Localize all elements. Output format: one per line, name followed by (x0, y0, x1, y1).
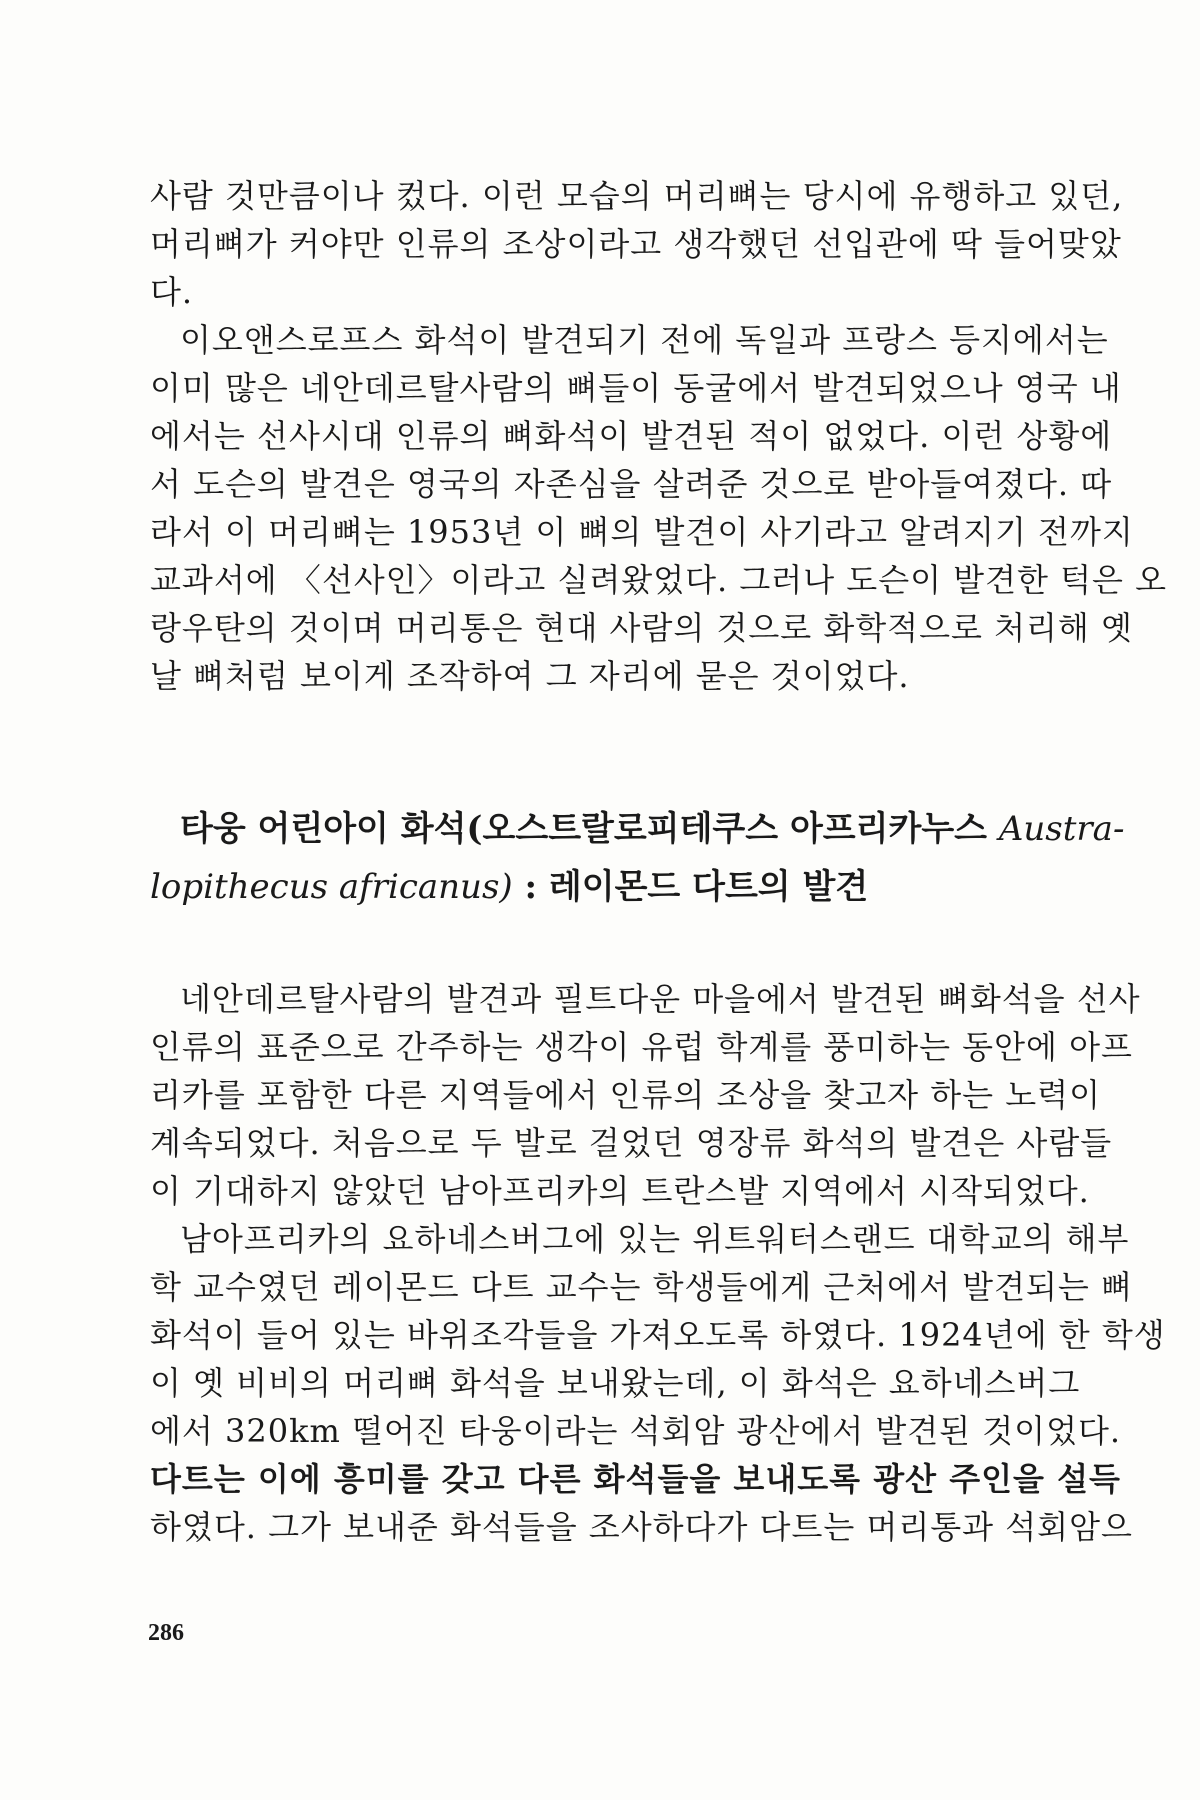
page-number: 286 (148, 1620, 184, 1646)
text-line: 다. (150, 273, 194, 311)
text-line: 랑우탄의 것이며 머리통은 현대 사람의 것으로 화학적으로 처리해 옛 (150, 609, 1133, 647)
text-line: 서 도슨의 발견은 영국의 자존심을 살려준 것으로 받아들여졌다. 따 (150, 465, 1113, 503)
text-line: 리카를 포함한 다른 지역들에서 인류의 조상을 찾고자 하는 노력이 (150, 1076, 1102, 1114)
heading-line-1 (150, 800, 1125, 858)
text-line: 에서 320km 떨어진 타웅이라는 석회암 광산에서 발견된 것이었다. (150, 1412, 1122, 1450)
text-line: 학 교수였던 레이몬드 다트 교수는 학생들에게 근처에서 발견되는 뼈 (150, 1268, 1133, 1306)
heading-latin-text: Austra- (998, 809, 1125, 849)
text-line: 하였다. 그가 보내준 화석들을 조사하다가 다트는 머리통과 석회암으 (150, 1508, 1133, 1546)
text-line: 에서는 선사시대 인류의 뼈화석이 발견된 적이 없었다. 이런 상황에 (150, 417, 1113, 455)
heading-korean-text: : 레이몬드 다트의 발견 (512, 867, 869, 907)
text-line: 라서 이 머리뼈는 1953년 이 뼈의 발견이 사기라고 알려지기 전까지 (150, 513, 1134, 551)
text-line: 계속되었다. 처음으로 두 발로 걸었던 영장류 화석의 발견은 사람들 (150, 1124, 1113, 1162)
text-line: 화석이 들어 있는 바위조각들을 가져오도록 하였다. 1924년에 한 학생 (150, 1316, 1166, 1354)
paragraph-group-2 (150, 975, 1166, 1551)
text-line: 다트는 이에 흥미를 갖고 다른 화석들을 보내도록 광산 주인을 설득 (150, 1460, 1121, 1498)
text-line: 날 뼈처럼 보이게 조작하여 그 자리에 묻은 것이었다. (150, 657, 910, 695)
text-line: 이 옛 비비의 머리뼈 화석을 보내왔는데, 이 화석은 요하네스버그 (150, 1364, 1081, 1402)
heading-korean-text: 타웅 어린아이 화석(오스트랄로피테쿠스 아프리카누스 (180, 809, 988, 849)
heading-line-2 (150, 858, 1060, 916)
text-line: 사람 것만큼이나 컸다. 이런 모습의 머리뼈는 당시에 유행하고 있던, (150, 177, 1124, 215)
paragraph-group-1 (150, 172, 1168, 700)
text-line: 이오앤스로프스 화석이 발견되기 전에 독일과 프랑스 등지에서는 (180, 321, 1109, 359)
text-line: 네안데르탈사람의 발견과 필트다운 마을에서 발견된 뼈화석을 선사 (180, 980, 1141, 1018)
text-line: 교과서에 〈선사인〉이라고 실려왔었다. 그러나 도슨이 발견한 턱은 오 (150, 561, 1168, 599)
text-line: 이미 많은 네안데르탈사람의 뼈들이 동굴에서 발견되었으나 영국 내 (150, 369, 1122, 407)
section-heading (150, 800, 1125, 916)
text-line: 인류의 표준으로 간주하는 생각이 유럽 학계를 풍미하는 동안에 아프 (150, 1028, 1133, 1066)
text-line: 머리뼈가 커야만 인류의 조상이라고 생각했던 선입관에 딱 들어맞았 (150, 225, 1122, 263)
text-line: 남아프리카의 요하네스버그에 있는 위트워터스랜드 대학교의 해부 (180, 1220, 1130, 1258)
text-line: 이 기대하지 않았던 남아프리카의 트란스발 지역에서 시작되었다. (150, 1172, 1090, 1210)
heading-latin-text: lopithecus africanus) (150, 867, 513, 907)
